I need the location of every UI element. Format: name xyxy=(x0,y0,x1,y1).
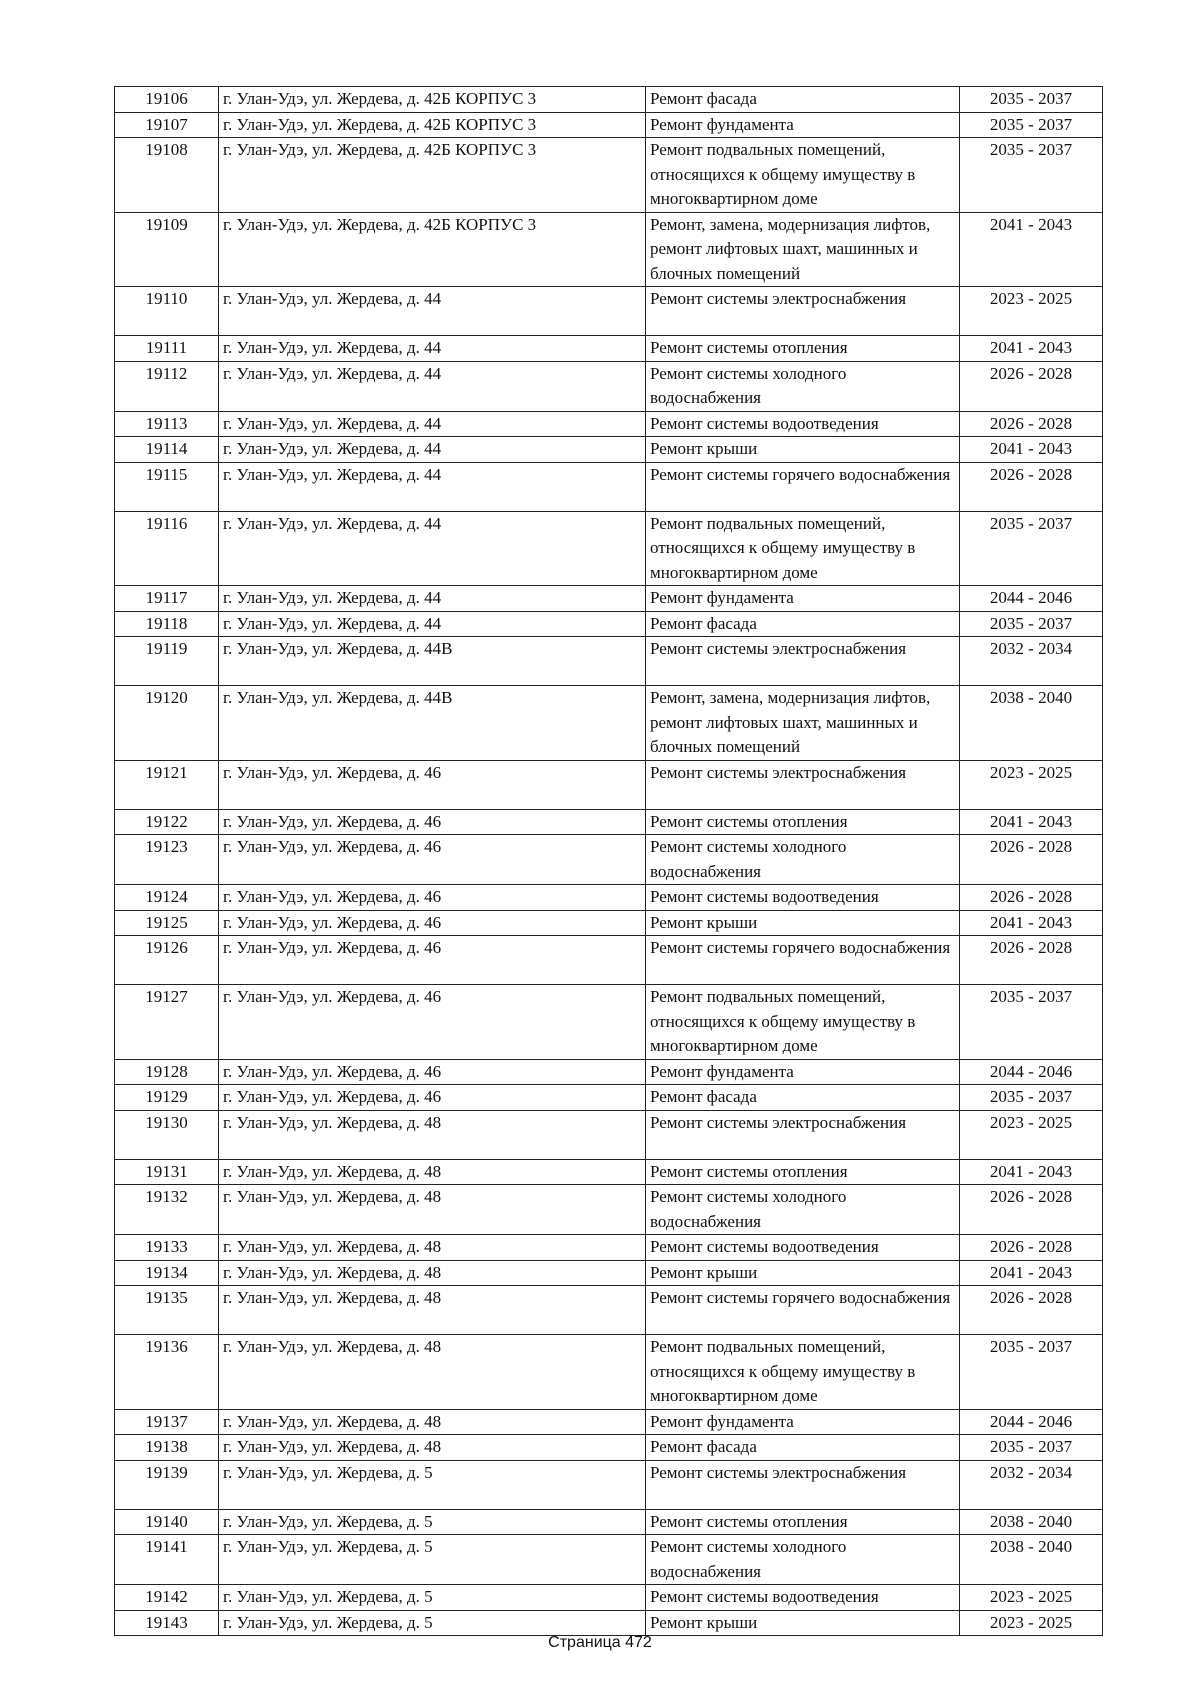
row-number-cell: 19124 xyxy=(115,885,219,911)
row-number-cell: 19130 xyxy=(115,1110,219,1159)
work-type-cell: Ремонт системы водоотведения xyxy=(646,1235,960,1261)
work-type-cell: Ремонт системы электроснабжения xyxy=(646,287,960,336)
work-type-cell: Ремонт системы отопления xyxy=(646,809,960,835)
address-cell: г. Улан-Удэ, ул. Жердева, д. 44 xyxy=(219,336,646,362)
work-type-cell: Ремонт системы водоотведения xyxy=(646,411,960,437)
work-type-cell: Ремонт крыши xyxy=(646,910,960,936)
address-cell: г. Улан-Удэ, ул. Жердева, д. 5 xyxy=(219,1460,646,1509)
address-cell: г. Улан-Удэ, ул. Жердева, д. 48 xyxy=(219,1435,646,1461)
row-number-cell: 19109 xyxy=(115,212,219,287)
period-cell: 2038 - 2040 xyxy=(960,1535,1103,1585)
period-cell: 2035 - 2037 xyxy=(960,985,1103,1060)
table-row xyxy=(115,637,1103,686)
table-row xyxy=(115,1085,1103,1111)
row-number-cell: 19127 xyxy=(115,985,219,1060)
row-number-cell: 19113 xyxy=(115,411,219,437)
address-cell: г. Улан-Удэ, ул. Жердева, д. 46 xyxy=(219,985,646,1060)
address-cell: г. Улан-Удэ, ул. Жердева, д. 42Б КОРПУС 3 xyxy=(219,112,646,138)
address-cell: г. Улан-Удэ, ул. Жердева, д. 42Б КОРПУС 3 xyxy=(219,138,646,213)
period-cell: 2038 - 2040 xyxy=(960,1509,1103,1535)
row-number-cell: 19119 xyxy=(115,637,219,686)
work-type-cell: Ремонт фасада xyxy=(646,1435,960,1461)
period-cell: 2035 - 2037 xyxy=(960,611,1103,637)
period-cell: 2023 - 2025 xyxy=(960,760,1103,809)
work-type-cell: Ремонт подвальных помещений, относящихся к общему имуществу в многоквартирном доме xyxy=(646,985,960,1060)
address-cell: г. Улан-Удэ, ул. Жердева, д. 44 xyxy=(219,287,646,336)
table-row xyxy=(115,1260,1103,1286)
table-row xyxy=(115,212,1103,287)
row-number-cell: 19110 xyxy=(115,287,219,336)
table-row xyxy=(115,462,1103,511)
period-cell: 2023 - 2025 xyxy=(960,1110,1103,1159)
row-number-cell: 19106 xyxy=(115,87,219,113)
row-number-cell: 19132 xyxy=(115,1185,219,1235)
table-row xyxy=(115,361,1103,411)
address-cell: г. Улан-Удэ, ул. Жердева, д. 5 xyxy=(219,1585,646,1611)
table-row xyxy=(115,287,1103,336)
period-cell: 2044 - 2046 xyxy=(960,586,1103,612)
work-type-cell: Ремонт фасада xyxy=(646,611,960,637)
table-row xyxy=(115,611,1103,637)
period-cell: 2026 - 2028 xyxy=(960,885,1103,911)
table-row xyxy=(115,1110,1103,1159)
row-number-cell: 19136 xyxy=(115,1335,219,1410)
address-cell: г. Улан-Удэ, ул. Жердева, д. 44 xyxy=(219,511,646,586)
address-cell: г. Улан-Удэ, ул. Жердева, д. 44В xyxy=(219,686,646,761)
table-row xyxy=(115,1535,1103,1585)
address-cell: г. Улан-Удэ, ул. Жердева, д. 48 xyxy=(219,1335,646,1410)
period-cell: 2044 - 2046 xyxy=(960,1409,1103,1435)
table-row xyxy=(115,336,1103,362)
address-cell: г. Улан-Удэ, ул. Жердева, д. 48 xyxy=(219,1159,646,1185)
row-number-cell: 19122 xyxy=(115,809,219,835)
work-type-cell: Ремонт системы горячего водоснабжения xyxy=(646,1286,960,1335)
address-cell: г. Улан-Удэ, ул. Жердева, д. 44В xyxy=(219,637,646,686)
table-row xyxy=(115,686,1103,761)
address-cell: г. Улан-Удэ, ул. Жердева, д. 48 xyxy=(219,1260,646,1286)
table-row xyxy=(115,1409,1103,1435)
period-cell: 2035 - 2037 xyxy=(960,1335,1103,1410)
address-cell: г. Улан-Удэ, ул. Жердева, д. 44 xyxy=(219,586,646,612)
work-type-cell: Ремонт системы водоотведения xyxy=(646,1585,960,1611)
period-cell: 2026 - 2028 xyxy=(960,361,1103,411)
work-type-cell: Ремонт фундамента xyxy=(646,1059,960,1085)
work-type-cell: Ремонт системы электроснабжения xyxy=(646,1110,960,1159)
period-cell: 2023 - 2025 xyxy=(960,287,1103,336)
period-cell: 2026 - 2028 xyxy=(960,936,1103,985)
work-type-cell: Ремонт системы электроснабжения xyxy=(646,637,960,686)
row-number-cell: 19121 xyxy=(115,760,219,809)
row-number-cell: 19142 xyxy=(115,1585,219,1611)
period-cell: 2041 - 2043 xyxy=(960,1159,1103,1185)
row-number-cell: 19129 xyxy=(115,1085,219,1111)
address-cell: г. Улан-Удэ, ул. Жердева, д. 44 xyxy=(219,437,646,463)
period-cell: 2032 - 2034 xyxy=(960,637,1103,686)
table-row xyxy=(115,1185,1103,1235)
table-body xyxy=(115,87,1103,1636)
period-cell: 2032 - 2034 xyxy=(960,1460,1103,1509)
table-row xyxy=(115,885,1103,911)
repair-schedule-table xyxy=(114,86,1103,1636)
row-number-cell: 19120 xyxy=(115,686,219,761)
work-type-cell: Ремонт фундамента xyxy=(646,1409,960,1435)
table-row xyxy=(115,1286,1103,1335)
row-number-cell: 19107 xyxy=(115,112,219,138)
table-row xyxy=(115,985,1103,1060)
work-type-cell: Ремонт крыши xyxy=(646,1610,960,1636)
table-row xyxy=(115,138,1103,213)
work-type-cell: Ремонт системы электроснабжения xyxy=(646,1460,960,1509)
row-number-cell: 19141 xyxy=(115,1535,219,1585)
table-row xyxy=(115,1585,1103,1611)
address-cell: г. Улан-Удэ, ул. Жердева, д. 46 xyxy=(219,910,646,936)
work-type-cell: Ремонт, замена, модернизация лифтов, ремонт лифтовых шахт, машинных и блочных помещений xyxy=(646,686,960,761)
row-number-cell: 19139 xyxy=(115,1460,219,1509)
period-cell: 2041 - 2043 xyxy=(960,336,1103,362)
address-cell: г. Улан-Удэ, ул. Жердева, д. 44 xyxy=(219,462,646,511)
period-cell: 2041 - 2043 xyxy=(960,212,1103,287)
table-row xyxy=(115,87,1103,113)
work-type-cell: Ремонт фасада xyxy=(646,1085,960,1111)
row-number-cell: 19131 xyxy=(115,1159,219,1185)
period-cell: 2035 - 2037 xyxy=(960,112,1103,138)
table-row xyxy=(115,1610,1103,1636)
address-cell: г. Улан-Удэ, ул. Жердева, д. 5 xyxy=(219,1610,646,1636)
work-type-cell: Ремонт системы горячего водоснабжения xyxy=(646,936,960,985)
address-cell: г. Улан-Удэ, ул. Жердева, д. 48 xyxy=(219,1409,646,1435)
table-row xyxy=(115,586,1103,612)
work-type-cell: Ремонт фундамента xyxy=(646,112,960,138)
address-cell: г. Улан-Удэ, ул. Жердева, д. 42Б КОРПУС 3 xyxy=(219,212,646,287)
address-cell: г. Улан-Удэ, ул. Жердева, д. 44 xyxy=(219,411,646,437)
address-cell: г. Улан-Удэ, ул. Жердева, д. 48 xyxy=(219,1185,646,1235)
work-type-cell: Ремонт системы холодного водоснабжения xyxy=(646,361,960,411)
address-cell: г. Улан-Удэ, ул. Жердева, д. 5 xyxy=(219,1509,646,1535)
row-number-cell: 19108 xyxy=(115,138,219,213)
period-cell: 2041 - 2043 xyxy=(960,809,1103,835)
address-cell: г. Улан-Удэ, ул. Жердева, д. 42Б КОРПУС 3 xyxy=(219,87,646,113)
work-type-cell: Ремонт подвальных помещений, относящихся к общему имуществу в многоквартирном доме xyxy=(646,1335,960,1410)
work-type-cell: Ремонт системы отопления xyxy=(646,1509,960,1535)
row-number-cell: 19112 xyxy=(115,361,219,411)
work-type-cell: Ремонт системы отопления xyxy=(646,336,960,362)
address-cell: г. Улан-Удэ, ул. Жердева, д. 46 xyxy=(219,936,646,985)
address-cell: г. Улан-Удэ, ул. Жердева, д. 46 xyxy=(219,809,646,835)
period-cell: 2026 - 2028 xyxy=(960,1286,1103,1335)
period-cell: 2041 - 2043 xyxy=(960,910,1103,936)
table-row xyxy=(115,1435,1103,1461)
period-cell: 2035 - 2037 xyxy=(960,1085,1103,1111)
table-row xyxy=(115,511,1103,586)
address-cell: г. Улан-Удэ, ул. Жердева, д. 46 xyxy=(219,835,646,885)
row-number-cell: 19118 xyxy=(115,611,219,637)
row-number-cell: 19111 xyxy=(115,336,219,362)
period-cell: 2023 - 2025 xyxy=(960,1610,1103,1636)
period-cell: 2026 - 2028 xyxy=(960,411,1103,437)
row-number-cell: 19135 xyxy=(115,1286,219,1335)
period-cell: 2035 - 2037 xyxy=(960,511,1103,586)
work-type-cell: Ремонт системы водоотведения xyxy=(646,885,960,911)
row-number-cell: 19116 xyxy=(115,511,219,586)
table-row xyxy=(115,835,1103,885)
row-number-cell: 19137 xyxy=(115,1409,219,1435)
period-cell: 2035 - 2037 xyxy=(960,1435,1103,1461)
table-row xyxy=(115,809,1103,835)
work-type-cell: Ремонт, замена, модернизация лифтов, ремонт лифтовых шахт, машинных и блочных помещений xyxy=(646,212,960,287)
period-cell: 2044 - 2046 xyxy=(960,1059,1103,1085)
row-number-cell: 19140 xyxy=(115,1509,219,1535)
row-number-cell: 19126 xyxy=(115,936,219,985)
period-cell: 2026 - 2028 xyxy=(960,1235,1103,1261)
period-cell: 2035 - 2037 xyxy=(960,138,1103,213)
address-cell: г. Улан-Удэ, ул. Жердева, д. 5 xyxy=(219,1535,646,1585)
address-cell: г. Улан-Удэ, ул. Жердева, д. 44 xyxy=(219,361,646,411)
table-row xyxy=(115,1509,1103,1535)
address-cell: г. Улан-Удэ, ул. Жердева, д. 46 xyxy=(219,885,646,911)
row-number-cell: 19138 xyxy=(115,1435,219,1461)
row-number-cell: 19114 xyxy=(115,437,219,463)
row-number-cell: 19134 xyxy=(115,1260,219,1286)
address-cell: г. Улан-Удэ, ул. Жердева, д. 46 xyxy=(219,1059,646,1085)
work-type-cell: Ремонт крыши xyxy=(646,1260,960,1286)
period-cell: 2041 - 2043 xyxy=(960,1260,1103,1286)
row-number-cell: 19115 xyxy=(115,462,219,511)
work-type-cell: Ремонт системы горячего водоснабжения xyxy=(646,462,960,511)
table-row xyxy=(115,1335,1103,1410)
page-number: Страница 472 xyxy=(548,1634,652,1651)
work-type-cell: Ремонт подвальных помещений, относящихся к общему имуществу в многоквартирном доме xyxy=(646,138,960,213)
address-cell: г. Улан-Удэ, ул. Жердева, д. 48 xyxy=(219,1110,646,1159)
work-type-cell: Ремонт фасада xyxy=(646,87,960,113)
period-cell: 2026 - 2028 xyxy=(960,462,1103,511)
row-number-cell: 19128 xyxy=(115,1059,219,1085)
address-cell: г. Улан-Удэ, ул. Жердева, д. 44 xyxy=(219,611,646,637)
period-cell: 2023 - 2025 xyxy=(960,1585,1103,1611)
table-row xyxy=(115,1235,1103,1261)
work-type-cell: Ремонт подвальных помещений, относящихся к общему имуществу в многоквартирном доме xyxy=(646,511,960,586)
work-type-cell: Ремонт системы холодного водоснабжения xyxy=(646,1185,960,1235)
row-number-cell: 19117 xyxy=(115,586,219,612)
period-cell: 2026 - 2028 xyxy=(960,835,1103,885)
period-cell: 2026 - 2028 xyxy=(960,1185,1103,1235)
table-row xyxy=(115,936,1103,985)
address-cell: г. Улан-Удэ, ул. Жердева, д. 46 xyxy=(219,1085,646,1111)
work-type-cell: Ремонт крыши xyxy=(646,437,960,463)
table-row xyxy=(115,437,1103,463)
address-cell: г. Улан-Удэ, ул. Жердева, д. 46 xyxy=(219,760,646,809)
row-number-cell: 19123 xyxy=(115,835,219,885)
table-row xyxy=(115,760,1103,809)
table-row xyxy=(115,112,1103,138)
row-number-cell: 19133 xyxy=(115,1235,219,1261)
work-type-cell: Ремонт системы холодного водоснабжения xyxy=(646,1535,960,1585)
address-cell: г. Улан-Удэ, ул. Жердева, д. 48 xyxy=(219,1286,646,1335)
work-type-cell: Ремонт системы холодного водоснабжения xyxy=(646,835,960,885)
work-type-cell: Ремонт системы отопления xyxy=(646,1159,960,1185)
table-row xyxy=(115,1059,1103,1085)
table-row xyxy=(115,910,1103,936)
period-cell: 2035 - 2037 xyxy=(960,87,1103,113)
period-cell: 2038 - 2040 xyxy=(960,686,1103,761)
table-row xyxy=(115,1159,1103,1185)
work-type-cell: Ремонт фундамента xyxy=(646,586,960,612)
table-row xyxy=(115,411,1103,437)
table-row xyxy=(115,1460,1103,1509)
row-number-cell: 19125 xyxy=(115,910,219,936)
work-type-cell: Ремонт системы электроснабжения xyxy=(646,760,960,809)
row-number-cell: 19143 xyxy=(115,1610,219,1636)
period-cell: 2041 - 2043 xyxy=(960,437,1103,463)
address-cell: г. Улан-Удэ, ул. Жердева, д. 48 xyxy=(219,1235,646,1261)
